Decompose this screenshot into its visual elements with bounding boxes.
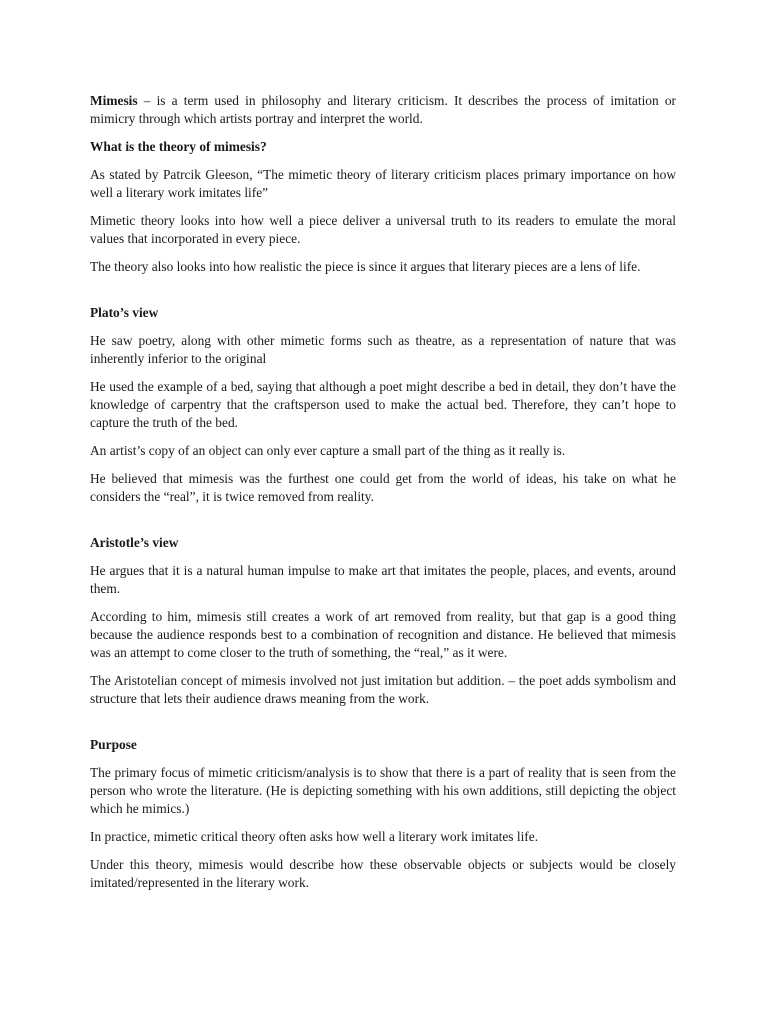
purpose-paragraph: In practice, mimetic critical theory often asks how well a literary work imitates life. xyxy=(90,829,539,844)
theory-paragraph: The theory also looks into how realistic the piece is since it argues that literary pieces are a lens of life. xyxy=(90,259,641,274)
theory-heading: What is the theory of mimesis? xyxy=(90,139,267,154)
section-spacer xyxy=(90,516,676,534)
theory-paragraph: Mimetic theory looks into how well a piece deliver a universal truth to its readers to emulate the moral values that incorporated in every piece. xyxy=(90,213,676,246)
plato-paragraph: He believed that mimesis was the furthest one could get from the world of ideas, his take on what he considers the “real”, it is twice removed from reality. xyxy=(90,471,676,504)
theory-paragraph: As stated by Patrcik Gleeson, “The mimetic theory of literary criticism places primary importance on how well a literary work imitates life” xyxy=(90,167,676,200)
mimesis-term: Mimesis xyxy=(90,93,138,108)
plato-heading: Plato’s view xyxy=(90,305,159,320)
aristotle-paragraph: He argues that it is a natural human impulse to make art that imitates the people, places, and events, around them. xyxy=(90,563,676,596)
purpose-heading: Purpose xyxy=(90,737,137,752)
purpose-paragraph: The primary focus of mimetic criticism/analysis is to show that there is a part of reality that is seen from the person who wrote the literature. (He is depicting something with his own additions, still depicting the object which he mimics.) xyxy=(90,765,676,816)
plato-paragraph: He saw poetry, along with other mimetic forms such as theatre, as a representation of nature that was inherently inferior to the original xyxy=(90,333,676,366)
plato-paragraph: An artist’s copy of an object can only ever capture a small part of the thing as it really is. xyxy=(90,443,566,458)
aristotle-paragraph: According to him, mimesis still creates a work of art removed from reality, but that gap is a good thing because the audience responds best to a combination of recognition and distance. He believed that mimesis was an attempt to come closer to the truth of something, the “real,” as it were. xyxy=(90,609,676,660)
section-spacer xyxy=(90,718,676,736)
plato-paragraph: He used the example of a bed, saying that although a poet might describe a bed in detail, they don’t have the knowledge of carpentry that the craftsperson used to make the actual bed. Therefore, they can’t hope to capture the truth of the bed. xyxy=(90,379,676,430)
purpose-paragraph: Under this theory, mimesis would describe how these observable objects or subjects would be closely imitated/represented in the literary work. xyxy=(90,857,676,890)
document-page xyxy=(90,92,676,902)
aristotle-heading: Aristotle’s view xyxy=(90,535,179,550)
section-spacer xyxy=(90,286,676,304)
aristotle-paragraph: The Aristotelian concept of mimesis involved not just imitation but addition. – the poet adds symbolism and structure that lets their audience draws meaning from the work. xyxy=(90,673,676,706)
intro-paragraph xyxy=(90,92,676,128)
mimesis-definition: – is a term used in philosophy and literary criticism. It describes the process of imitation or mimicry through which artists portray and interpret the world. xyxy=(90,93,676,126)
